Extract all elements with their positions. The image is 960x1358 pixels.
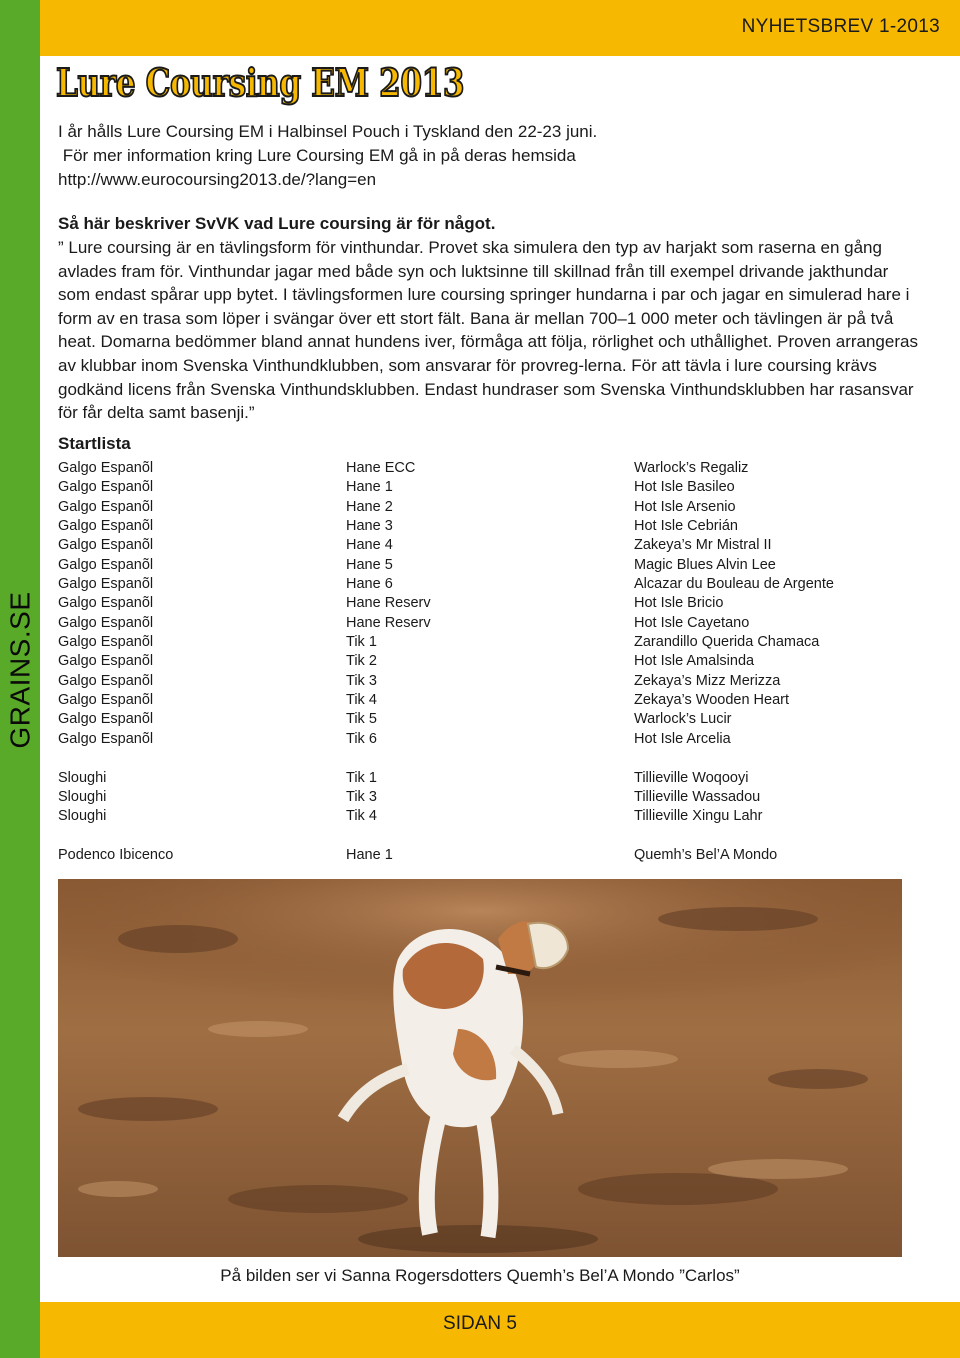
class-cell: Tik 4 bbox=[346, 692, 377, 709]
breed-cell: Galgo Espanõl bbox=[58, 653, 154, 670]
dog-name-cell: Magic Blues Alvin Lee bbox=[634, 556, 776, 573]
dog-name-cell: Warlock’s Regaliz bbox=[634, 460, 749, 476]
class-cell: Hane 4 bbox=[346, 537, 393, 554]
startlist-row bbox=[58, 614, 918, 633]
startlist-row bbox=[58, 594, 918, 613]
class-cell: Hane Reserv bbox=[346, 595, 431, 612]
dog-name-cell: Hot Isle Cayetano bbox=[634, 614, 750, 631]
intro-text bbox=[58, 120, 918, 192]
sidebar-label bbox=[0, 570, 40, 770]
breed-cell: Galgo Espanõl bbox=[58, 672, 154, 689]
startlist-row bbox=[58, 652, 918, 671]
dog-photo bbox=[58, 879, 902, 1257]
breed-cell: Sloughi bbox=[58, 769, 107, 786]
dog-name-cell: Tillieville Wassadou bbox=[634, 788, 761, 805]
startlist-row bbox=[58, 672, 918, 691]
class-cell: Hane 1 bbox=[346, 479, 393, 496]
breed-cell: Galgo Espanõl bbox=[58, 556, 154, 573]
startlist-row bbox=[58, 807, 918, 826]
class-cell: Hane 6 bbox=[346, 576, 393, 593]
photo-caption: På bilden ser vi Sanna Rogersdotters Quemh’s Bel’A Mondo ”Carlos” bbox=[220, 1266, 740, 1285]
class-cell: Hane Reserv bbox=[346, 614, 431, 631]
breed-cell: Galgo Espanõl bbox=[58, 595, 154, 612]
class-cell: Hane ECC bbox=[346, 460, 416, 476]
class-cell: Tik 1 bbox=[346, 769, 377, 786]
greyhound-photo-image bbox=[58, 879, 902, 1257]
newsletter-issue: NYHETSBREV 1-2013 bbox=[741, 16, 940, 37]
startlist-row bbox=[58, 556, 918, 575]
startlist-heading: Startlista bbox=[58, 434, 131, 453]
dog-name-cell: Zekaya’s Wooden Heart bbox=[634, 692, 790, 709]
breed-cell: Galgo Espanõl bbox=[58, 692, 154, 709]
breed-cell: Galgo Espanõl bbox=[58, 498, 154, 515]
dog-name-cell: Alcazar du Bouleau de Argente bbox=[634, 576, 834, 593]
startlist-spacer bbox=[58, 827, 918, 846]
class-cell: Tik 6 bbox=[346, 730, 377, 747]
dog-name-cell: Zekaya’s Mizz Merizza bbox=[634, 672, 781, 689]
breed-cell: Galgo Espanõl bbox=[58, 614, 154, 631]
class-cell: Tik 3 bbox=[346, 788, 377, 805]
intro-line: För mer information kring Lure Coursing EM gå in på deras hemsida bbox=[58, 146, 576, 165]
breed-cell: Galgo Espanõl bbox=[58, 730, 154, 747]
breed-cell: Galgo Espanõl bbox=[58, 711, 154, 728]
article-title: Lure Coursing EM 2013 bbox=[56, 60, 465, 105]
startlist-row bbox=[58, 633, 918, 652]
breed-cell: Galgo Espanõl bbox=[58, 460, 154, 476]
dog-name-cell: Hot Isle Arsenio bbox=[634, 498, 736, 515]
breed-cell: Galgo Espanõl bbox=[58, 634, 154, 651]
description-heading: Så här beskriver SvVK vad Lure coursing är för något. bbox=[58, 214, 496, 233]
dog-name-cell: Quemh’s Bel’A Mondo bbox=[634, 846, 778, 863]
startlist-row bbox=[58, 536, 918, 555]
page-number: SIDAN 5 bbox=[443, 1313, 517, 1334]
startlist-row bbox=[58, 730, 918, 749]
dog-name-cell: Tillieville Woqooyi bbox=[634, 769, 749, 786]
intro-line: I år hålls Lure Coursing EM i Halbinsel Pouch i Tyskland den 22-23 juni. bbox=[58, 122, 598, 141]
dog-name-cell: Hot Isle Bricio bbox=[634, 595, 724, 612]
class-cell: Tik 5 bbox=[346, 711, 377, 728]
startlist-row bbox=[58, 846, 918, 865]
description-quote: ” Lure coursing är en tävlingsform för vinthundar. Provet ska simulera den typ av harjakt som raserna en gång avlades fram för. Vinthundar jagar med både syn och luktsinne till skillnad från till exempel drivande jakthundar som endast spårar upp bytet. I tävlingsformen lure coursing springer hundarna i par och jagar en simulerad hare i form av en trasa som löper i svängar över ett stort fält. Bana är mellan 700–1 000 meter och tävlingen är på två heat. Domarna bedömmer bland annat hundens iver, förmåga att följa, rörlighet och uthållighet. Proven arrangeras av klubbar inom Svenska Vinthundklubben, som ansvarar för provreg-lerna. För att tävla i lure coursing krävs godkänd licens från Svenska Vinthundsklubben. Endast hundraser som Svenska Vinthundsklubben har rasansvar för får delta samt basenji.” bbox=[58, 238, 918, 423]
dog-name-cell: Tillieville Xingu Lahr bbox=[634, 808, 763, 825]
dog-name-cell: Zakeya’s Mr Mistral II bbox=[634, 537, 772, 554]
dog-name-cell: Hot Isle Cebrián bbox=[634, 518, 738, 535]
breed-cell: Galgo Espanõl bbox=[58, 479, 154, 496]
breed-cell: Galgo Espanõl bbox=[58, 537, 154, 554]
startlist-row bbox=[58, 517, 918, 536]
breed-cell: Podenco Ibicenco bbox=[58, 846, 174, 863]
class-cell: Hane 2 bbox=[346, 498, 393, 515]
breed-cell: Sloughi bbox=[58, 808, 107, 825]
startlist-row bbox=[58, 691, 918, 710]
dog-name-cell: Hot Isle Amalsinda bbox=[634, 653, 755, 670]
startlist-row bbox=[58, 459, 918, 478]
class-cell: Tik 4 bbox=[346, 808, 377, 825]
class-cell: Hane 5 bbox=[346, 556, 393, 573]
startlist-table bbox=[58, 459, 918, 865]
startlist-row bbox=[58, 478, 918, 497]
dog-name-cell: Zarandillo Querida Chamaca bbox=[634, 634, 820, 651]
dog-name-cell: Warlock’s Lucir bbox=[634, 711, 732, 728]
dog-name-cell: Hot Isle Arcelia bbox=[634, 730, 731, 747]
startlist-spacer bbox=[58, 749, 918, 768]
class-cell: Hane 3 bbox=[346, 518, 393, 535]
startlist-row bbox=[58, 769, 918, 788]
class-cell: Tik 2 bbox=[346, 653, 377, 670]
site-name: GRAINS.SE bbox=[4, 591, 36, 749]
class-cell: Hane 1 bbox=[346, 846, 393, 863]
startlist-row bbox=[58, 710, 918, 729]
startlist-row bbox=[58, 788, 918, 807]
breed-cell: Galgo Espanõl bbox=[58, 518, 154, 535]
class-cell: Tik 1 bbox=[346, 634, 377, 651]
event-link[interactable]: http://www.eurocoursing2013.de/?lang=en bbox=[58, 170, 377, 189]
breed-cell: Sloughi bbox=[58, 788, 107, 805]
dog-name-cell: Hot Isle Basileo bbox=[634, 479, 735, 496]
startlist-row bbox=[58, 498, 918, 517]
class-cell: Tik 3 bbox=[346, 672, 377, 689]
startlist-row bbox=[58, 575, 918, 594]
breed-cell: Galgo Espanõl bbox=[58, 576, 154, 593]
